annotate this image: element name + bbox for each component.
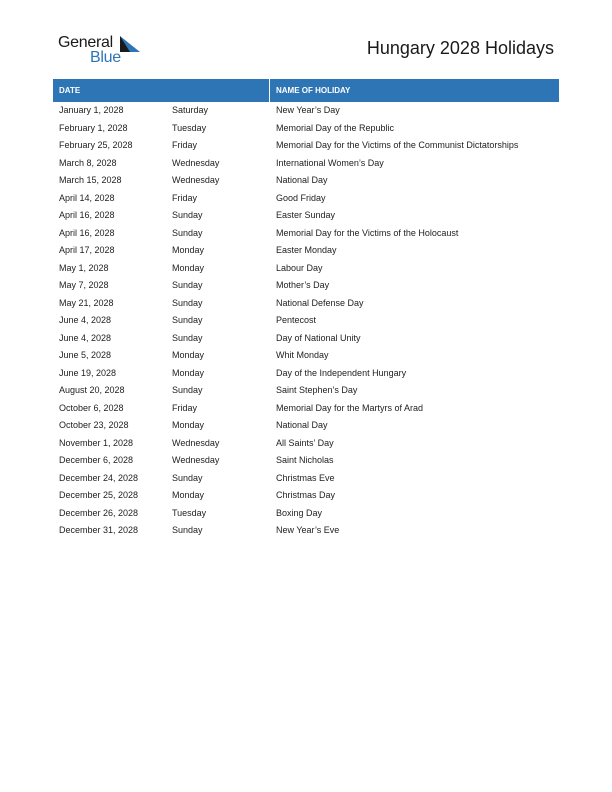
holiday-weekday: Sunday xyxy=(172,280,203,290)
holiday-name: Memorial Day for the Victims of the Holocaust xyxy=(276,227,459,238)
holiday-weekday: Monday xyxy=(172,490,205,500)
table-row xyxy=(53,225,559,243)
holiday-weekday: Sunday xyxy=(172,297,203,308)
holiday-weekday: Friday xyxy=(172,140,198,150)
holiday-weekday: Sunday xyxy=(172,472,203,483)
table-row xyxy=(53,417,559,435)
column-header-date: DATE xyxy=(53,79,270,102)
holiday-name: National Defense Day xyxy=(276,297,364,308)
holiday-weekday: Sunday xyxy=(172,315,203,325)
holiday-weekday: Friday xyxy=(172,402,198,413)
table-row xyxy=(53,172,559,190)
holiday-name: Easter Sunday xyxy=(276,210,336,220)
holiday-date: May 7, 2028 xyxy=(59,280,109,290)
logo-text-general: General xyxy=(58,34,113,51)
holiday-weekday: Monday xyxy=(172,350,205,360)
holiday-date: March 15, 2028 xyxy=(59,175,122,185)
holiday-date: December 31, 2028 xyxy=(59,525,139,535)
holiday-date: April 17, 2028 xyxy=(59,245,115,255)
holiday-name: Memorial Day for the Martyrs of Arad xyxy=(276,402,424,413)
holiday-name: Pentecost xyxy=(276,315,317,325)
holiday-weekday: Monday xyxy=(172,262,205,273)
table-row xyxy=(53,435,559,453)
holiday-name: Christmas Day xyxy=(276,490,336,500)
holiday-date: June 5, 2028 xyxy=(59,350,112,360)
holiday-date: August 20, 2028 xyxy=(59,385,125,395)
holiday-date: June 4, 2028 xyxy=(59,315,112,325)
holiday-name: Day of the Independent Hungary xyxy=(276,367,407,378)
table-row xyxy=(53,190,559,208)
holiday-name: All Saints’ Day xyxy=(276,437,334,448)
holiday-name: Good Friday xyxy=(276,192,326,203)
table-body xyxy=(53,102,559,540)
holiday-weekday: Tuesday xyxy=(172,122,207,133)
table-header xyxy=(53,79,559,102)
holiday-name: Saint Stephen’s Day xyxy=(276,385,358,395)
holiday-name: Christmas Eve xyxy=(276,472,335,483)
holiday-weekday: Friday xyxy=(172,192,198,203)
table-row xyxy=(53,487,559,505)
table-row xyxy=(53,207,559,225)
generalblue-logo xyxy=(58,34,148,68)
holiday-date: December 6, 2028 xyxy=(59,455,134,465)
holiday-date: June 19, 2028 xyxy=(59,367,117,378)
table-row xyxy=(53,522,559,540)
holiday-name: Whit Monday xyxy=(276,350,329,360)
holiday-date: April 16, 2028 xyxy=(59,210,115,220)
holiday-date: April 14, 2028 xyxy=(59,192,115,203)
table-row xyxy=(53,295,559,313)
holiday-weekday: Wednesday xyxy=(172,437,220,448)
table-row xyxy=(53,277,559,295)
holiday-date: December 25, 2028 xyxy=(59,490,139,500)
holidays-table xyxy=(53,79,559,540)
holiday-weekday: Sunday xyxy=(172,525,203,535)
holiday-weekday: Monday xyxy=(172,420,205,430)
table-row xyxy=(53,102,559,120)
logo-triangle-icon xyxy=(120,36,140,52)
holiday-date: December 26, 2028 xyxy=(59,507,139,518)
table-row xyxy=(53,242,559,260)
holiday-weekday: Tuesday xyxy=(172,507,207,518)
holiday-weekday: Monday xyxy=(172,245,205,255)
holiday-weekday: Sunday xyxy=(172,227,203,238)
table-row xyxy=(53,330,559,348)
holiday-weekday: Wednesday xyxy=(172,157,220,168)
holiday-name: National Day xyxy=(276,175,328,185)
holiday-date: May 21, 2028 xyxy=(59,297,114,308)
table-row xyxy=(53,505,559,523)
holiday-name: National Day xyxy=(276,420,328,430)
page-title: Hungary 2028 Holidays xyxy=(366,38,554,58)
holiday-date: November 1, 2028 xyxy=(59,437,134,448)
holiday-weekday: Wednesday xyxy=(172,175,220,185)
holiday-name: Saint Nicholas xyxy=(276,455,334,465)
table-row xyxy=(53,470,559,488)
table-row xyxy=(53,452,559,470)
holiday-name: Memorial Day of the Republic xyxy=(276,122,395,133)
holiday-name: Memorial Day for the Victims of the Communist Dictatorships xyxy=(276,140,519,150)
holiday-date: October 23, 2028 xyxy=(59,420,129,430)
table-row xyxy=(53,120,559,138)
holiday-date: January 1, 2028 xyxy=(59,105,124,115)
logo-text-blue: Blue xyxy=(90,49,121,66)
holiday-name: Mother’s Day xyxy=(276,280,330,290)
holiday-date: December 24, 2028 xyxy=(59,472,139,483)
holiday-name: Easter Monday xyxy=(276,245,337,255)
table-row xyxy=(53,260,559,278)
table-row xyxy=(53,137,559,155)
holiday-name: International Women’s Day xyxy=(276,157,384,168)
holiday-weekday: Sunday xyxy=(172,210,203,220)
table-row xyxy=(53,347,559,365)
holiday-date: February 1, 2028 xyxy=(59,122,128,133)
holiday-name: Labour Day xyxy=(276,262,323,273)
holiday-name: New Year’s Eve xyxy=(276,525,340,535)
holiday-weekday: Sunday xyxy=(172,332,203,343)
holiday-name: Boxing Day xyxy=(276,507,323,518)
column-header-name: NAME OF HOLIDAY xyxy=(276,86,351,95)
table-row xyxy=(53,400,559,418)
table-row xyxy=(53,155,559,173)
holiday-date: June 4, 2028 xyxy=(59,332,112,343)
holiday-date: April 16, 2028 xyxy=(59,227,115,238)
holiday-weekday: Wednesday xyxy=(172,455,220,465)
holiday-weekday: Saturday xyxy=(172,105,209,115)
holiday-date: May 1, 2028 xyxy=(59,262,109,273)
holiday-weekday: Monday xyxy=(172,367,205,378)
holiday-weekday: Sunday xyxy=(172,385,203,395)
holiday-date: October 6, 2028 xyxy=(59,402,124,413)
table-row xyxy=(53,382,559,400)
holiday-date: March 8, 2028 xyxy=(59,157,117,168)
holiday-name: New Year’s Day xyxy=(276,105,340,115)
table-row xyxy=(53,312,559,330)
holiday-date: February 25, 2028 xyxy=(59,140,133,150)
table-row xyxy=(53,365,559,383)
holiday-name: Day of National Unity xyxy=(276,332,361,343)
